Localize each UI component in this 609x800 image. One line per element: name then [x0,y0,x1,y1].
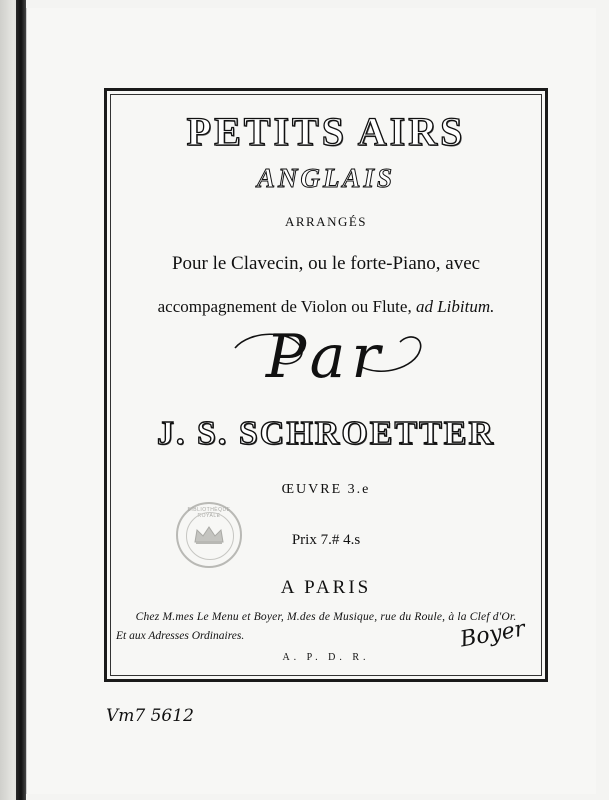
par-word: Par [265,322,387,392]
opus-number: ŒUVRE 3.e [281,482,371,497]
shelfmark: Vm7 5612 [106,706,194,726]
accompaniment-line [110,297,542,317]
arranged-label: ARRANGÉS [284,214,368,229]
addresses-line: Et aux Adresses Ordinaires. [116,630,245,642]
title-line-2: ANGLAIS [256,163,396,193]
instrument-line: Pour le Clavecin, ou le forte-Piano, avec [171,253,481,274]
binding-edge [16,0,26,800]
ad-libitum-text: ad Libitum. [415,297,495,316]
handwritten-signature: Boyer [458,616,528,653]
price: Prix 7.# 4.s [291,532,361,548]
stamp-text: BIBLIOTHÈQUE ROYALE [187,507,231,519]
title-line-1: PETITS AIRS [186,109,466,154]
publisher-line: Chez M.mes Le Menu et Boyer, M.des de Musique, rue du Roule, à la Clef d'Or. [135,611,517,623]
privilege-mark: A. P. D. R. [282,652,370,663]
composer-name: J. S. SCHROETTER [156,415,496,452]
imprint-city: A PARIS [280,577,372,598]
accompaniment-text: accompagnement de Violon ou Flute, [157,297,412,316]
